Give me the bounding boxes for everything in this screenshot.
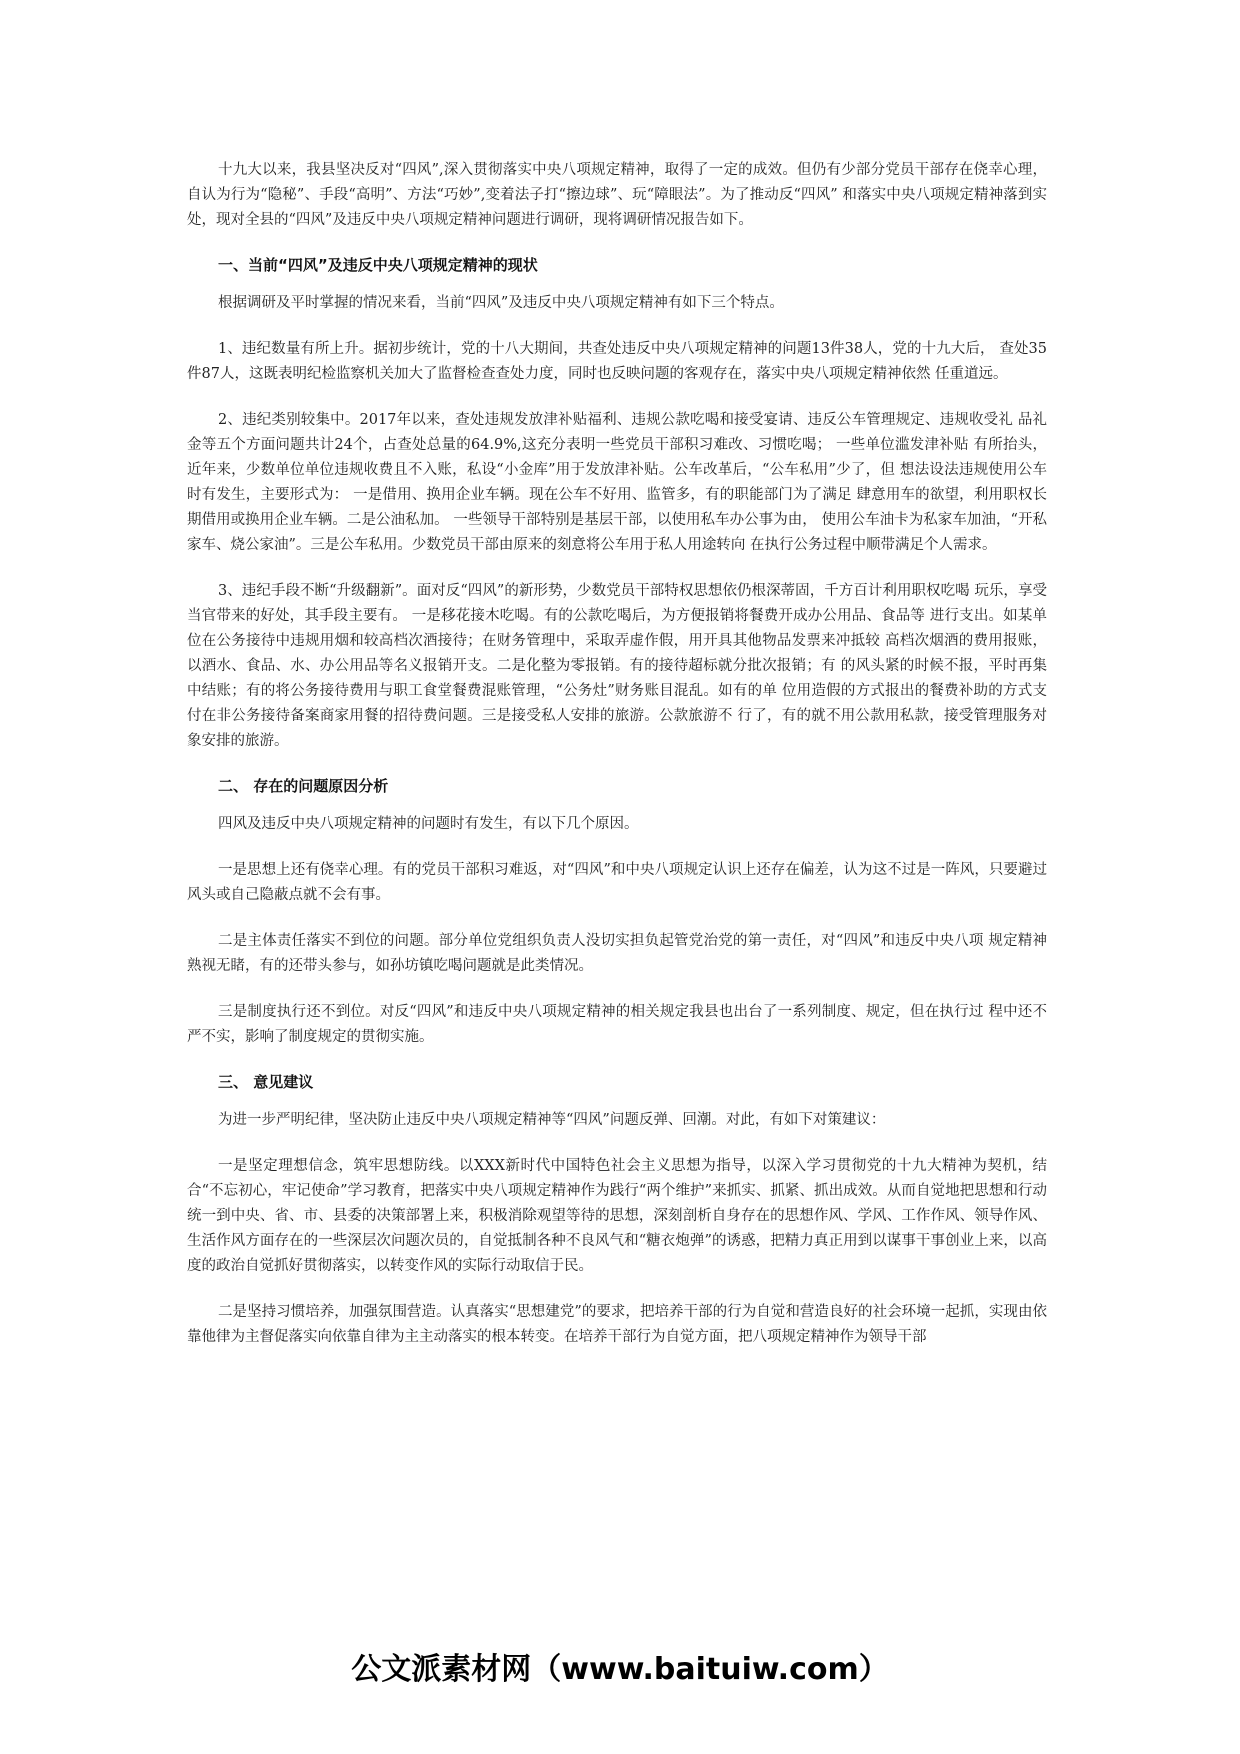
section-1-lead: 根据调研及平时掌握的情况来看，当前“四风”及违反中央八项规定精神有如下三个特点。 — [218, 295, 784, 311]
section-3-lead: 为进一步严明纪律，坚决防止违反中央八项规定精神等“四风”问题反弹、回潮。对此，有如下对策建议： — [218, 1112, 886, 1128]
footer-watermark: 公文派素材网（www.baituiw.com） — [351, 1652, 889, 1687]
section-heading-3: 三、 意见建议 — [218, 1073, 314, 1091]
section-1-point-3: 3、违纪手段不断“升级翻新”。面对反“四风”的新形势，少数党员干部特权思想依仍根深蒂固，千方百计利用职权吃喝 玩乐，享受当官带来的好处，其手段主要有。 一是移花接木吃喝。有的公款吃喝后，为方便报销将餐费开成办公用品、食品等 进行支出。如某单位在公务接待中违规用烟和较高档次酒接待；在财务管理中，采取弄虚作假，用开具其他物品发票来冲抵较 高档次烟酒的费用报账，以酒水、食品、水、办公用品等名义报销开支。二是化整为零报销。有的接待超标就分批次报销；有 的风头紧的时候不报，平时再集中结账；有的将公务接待费用与职工食堂餐费混账管理，“公务灶”财务账目混乱。如有的单 位用造假的方式报出的餐费补助的方式支付在非公务接待备案商家用餐的招待费问题。三是接受私人安排的旅游。公款旅游不 行了，有的就不用公款用私款，接受管理服务对象安排的旅游。 — [187, 583, 1047, 749]
section-1-point-1: 1、违纪数量有所上升。据初步统计，党的十八大期间，共查处违反中央八项规定精神的问题13件38人，党的十九大后， 查处35件87人，这既表明纪检监察机关加大了监督检查查处力度，同时也反映问题的客观存在，落实中央八项规定精神依然 任重道远。 — [187, 341, 1047, 382]
section-1-point-2: 2、违纪类别较集中。2017年以来，查处违规发放津补贴福利、违规公款吃喝和接受宴请、违反公车管理规定、违规收受礼 品礼金等五个方面问题共计24个，占查处总量的64.9%,这充分表明一些党员干部积习难改、习惯吃喝； 一些单位滥发津补贴 有所抬头，近年来，少数单位单位违规收费且不入账，私设“小金库”用于发放津补贴。公车改革后，“公车私用”少了，但 想法设法违规使用公车时有发生，主要形式为： 一是借用、换用企业车辆。现在公车不好用、监管多，有的职能部门为了满足 肆意用车的欲望，利用职权长期借用或换用企业车辆。二是公油私加。 一些领导干部特别是基层干部，以使用私车办公事为由， 使用公车油卡为私家车加油，“开私家车、烧公家油”。三是公车私用。少数党员干部由原来的刻意将公车用于私人用途转向 在执行公务过程中顺带满足个人需求。 — [187, 412, 1047, 553]
section-heading-2: 二、 存在的问题原因分析 — [218, 777, 389, 795]
section-2-reason-3: 三是制度执行还不到位。对反“四风”和违反中央八项规定精神的相关规定我县也出台了一系列制度、规定，但在执行过 程中还不严不实，影响了制度规定的贯彻实施。 — [187, 1004, 1047, 1045]
section-heading-1: 一、当前“四风”及违反中央八项规定精神的现状 — [218, 256, 538, 274]
intro-paragraph: 十九大以来，我县坚决反对“四风”,深入贯彻落实中央八项规定精神，取得了一定的成效。但仍有少部分党员干部存在侥幸心理，自认为行为“隐秘”、手段“高明”、方法“巧妙”,变着法子打“擦边球”、玩“障眼法”。为了推动反“四风” 和落实中央八项规定精神落到实处，现对全县的“四风”及违反中央八项规定精神问题进行调研，现将调研情况报告如下。 — [187, 162, 1047, 228]
section-3-suggestion-1: 一是坚定理想信念，筑牢思想防线。以XXX新时代中国特色社会主义思想为指导，以深入学习贯彻党的十九大精神为契机，结合“不忘初心，牢记使命”学习教育，把落实中央八项规定精神作为践行“两个维护”来抓实、抓紧、抓出成效。从而自觉地把思想和行动统一到中央、省、市、县委的决策部署上来，积极消除观望等待的思想，深刻剖析自身存在的思想作风、学风、工作作风、领导作风、生活作风方面存在的一些深层次问题次员的，自觉抵制各种不良风气和“糖衣炮弹”的诱惑，把精力真正用到以谋事干事创业上来，以高度的政治自觉抓好贯彻落实，以转变作风的实际行动取信于民。 — [187, 1158, 1047, 1274]
section-2-lead: 四风及违反中央八项规定精神的问题时有发生，有以下几个原因。 — [218, 816, 639, 832]
section-2-reason-1: 一是思想上还有侥幸心理。有的党员干部积习难返，对“四风”和中央八项规定认识上还存在偏差，认为这不过是一阵风，只要避过风头或自己隐蔽点就不会有事。 — [187, 862, 1047, 903]
document-body — [187, 158, 1047, 1371]
section-2-reason-2: 二是主体责任落实不到位的问题。部分单位党组织负责人没切实担负起管党治党的第一责任，对“四风”和违反中央八项 规定精神熟视无睹，有的还带头参与，如孙坊镇吃喝问题就是此类情况。 — [187, 933, 1047, 974]
section-3-suggestion-2: 二是坚持习惯培养，加强氛围营造。认真落实“思想建党”的要求，把培养干部的行为自觉和营造良好的社会环境一起抓，实现由依靠他律为主督促落实向依靠自律为主主动落实的根本转变。在培养干部行为自觉方面，把八项规定精神作为领导干部 — [187, 1304, 1047, 1345]
